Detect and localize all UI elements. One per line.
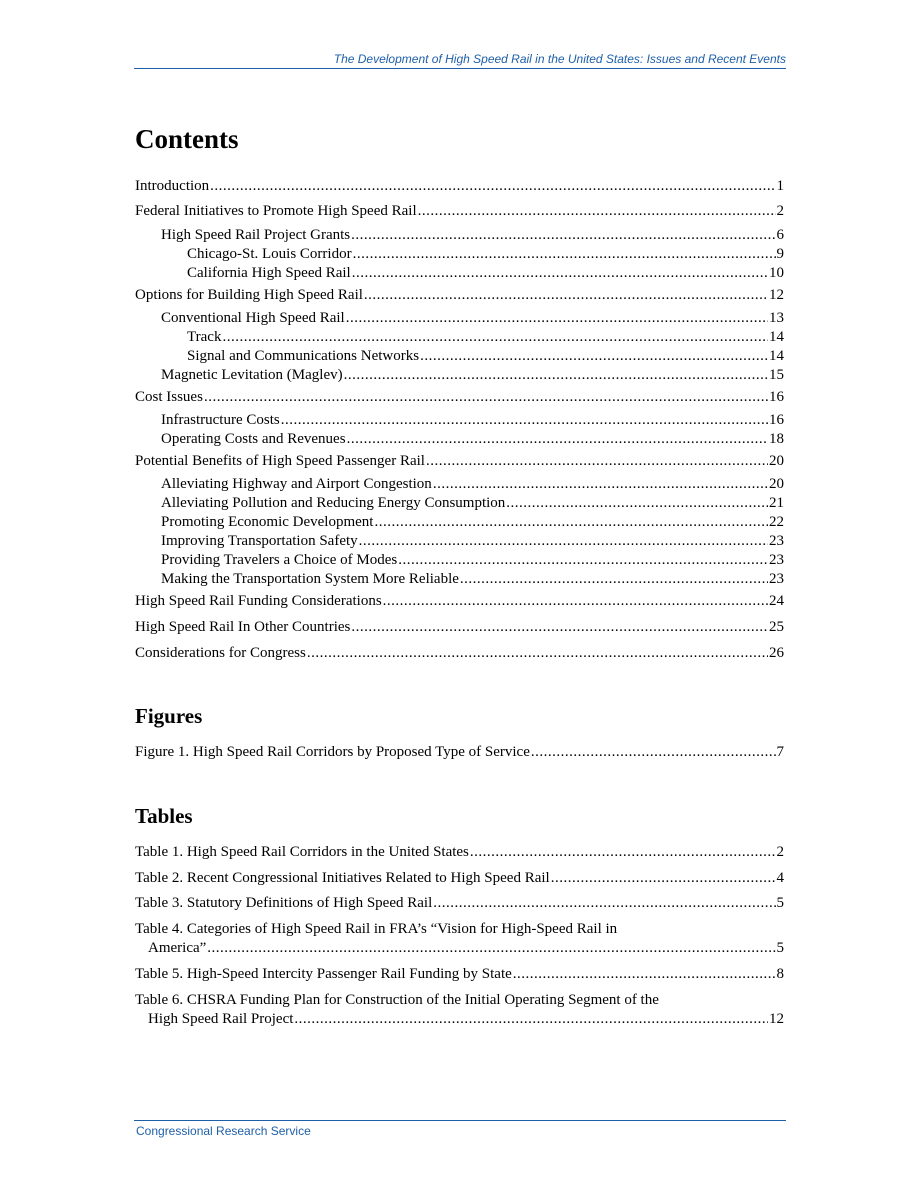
contents-list bbox=[135, 177, 784, 667]
toc-entry[interactable]: Alleviating Highway and Airport Congestion ..... 20 bbox=[161, 475, 784, 494]
toc-entry[interactable]: Track ..... 14 bbox=[187, 328, 784, 347]
toc-entry[interactable]: Conventional High Speed Rail ..... 13 bbox=[161, 309, 784, 328]
toc-entry[interactable]: Making the Transportation System More Reliable ..... 23 bbox=[161, 570, 784, 589]
table-entry[interactable]: Table 1. High Speed Rail Corridors in the United States ..... 2 bbox=[135, 843, 784, 862]
toc-entry[interactable]: Potential Benefits of High Speed Passenger Rail ..... 20 bbox=[135, 452, 784, 471]
toc-entry[interactable]: Federal Initiatives to Promote High Speed Rail ..... 2 bbox=[135, 202, 784, 221]
toc-entry[interactable]: Infrastructure Costs ..... 16 bbox=[161, 411, 784, 430]
toc-entry[interactable]: Magnetic Levitation (Maglev) ..... 15 bbox=[161, 366, 784, 385]
toc-entry[interactable]: California High Speed Rail ..... 10 bbox=[187, 264, 784, 283]
figure-entry[interactable]: Figure 1. High Speed Rail Corridors by Proposed Type of Service ..... 7 bbox=[135, 743, 784, 762]
toc-entry[interactable]: High Speed Rail Project Grants ..... 6 bbox=[161, 226, 784, 245]
toc-entry[interactable]: Improving Transportation Safety ..... 23 bbox=[161, 532, 784, 551]
table-entry[interactable]: America” ..... 5 bbox=[148, 939, 784, 958]
toc-entry[interactable]: Options for Building High Speed Rail ..... 12 bbox=[135, 286, 784, 305]
toc-entry[interactable]: High Speed Rail In Other Countries ..... 25 bbox=[135, 618, 784, 637]
toc-entry[interactable]: Providing Travelers a Choice of Modes ..... 23 bbox=[161, 551, 784, 570]
footer-text: Congressional Research Service bbox=[136, 1124, 311, 1138]
running-head: The Development of High Speed Rail in the United States: Issues and Recent Events bbox=[134, 52, 786, 69]
table-entry-line1[interactable]: Table 6. CHSRA Funding Plan for Construction of the Initial Operating Segment of the bbox=[135, 992, 659, 1008]
toc-entry[interactable]: Considerations for Congress ..... 26 bbox=[135, 644, 784, 663]
footer-rule bbox=[134, 1120, 786, 1121]
toc-entry[interactable]: High Speed Rail Funding Considerations ..... 24 bbox=[135, 592, 784, 611]
table-entry[interactable]: Table 2. Recent Congressional Initiatives Related to High Speed Rail ..... 4 bbox=[135, 869, 784, 888]
toc-entry[interactable]: Promoting Economic Development ..... 22 bbox=[161, 513, 784, 532]
table-entry-line1[interactable]: Table 4. Categories of High Speed Rail in FRA’s “Vision for High-Speed Rail in bbox=[135, 921, 618, 937]
contents-heading: Contents bbox=[135, 124, 239, 154]
toc-entry[interactable]: Cost Issues ..... 16 bbox=[135, 388, 784, 407]
table-entry[interactable]: Table 5. High-Speed Intercity Passenger Rail Funding by State ..... 8 bbox=[135, 965, 784, 984]
table-entry[interactable]: High Speed Rail Project ..... 12 bbox=[148, 1010, 784, 1029]
table-entry[interactable]: Table 3. Statutory Definitions of High Speed Rail ..... 5 bbox=[135, 894, 784, 913]
tables-heading: Tables bbox=[135, 804, 193, 828]
toc-entry[interactable]: Operating Costs and Revenues ..... 18 bbox=[161, 430, 784, 449]
toc-entry[interactable]: Signal and Communications Networks ..... 14 bbox=[187, 347, 784, 366]
toc-entry[interactable]: Alleviating Pollution and Reducing Energy Consumption ..... 21 bbox=[161, 494, 784, 513]
figures-list bbox=[135, 743, 784, 763]
toc-entry[interactable]: Introduction ..... 1 bbox=[135, 177, 784, 196]
figures-heading: Figures bbox=[135, 704, 203, 728]
toc-entry[interactable]: Chicago-St. Louis Corridor ..... 9 bbox=[187, 245, 784, 264]
tables-list bbox=[135, 843, 784, 1033]
